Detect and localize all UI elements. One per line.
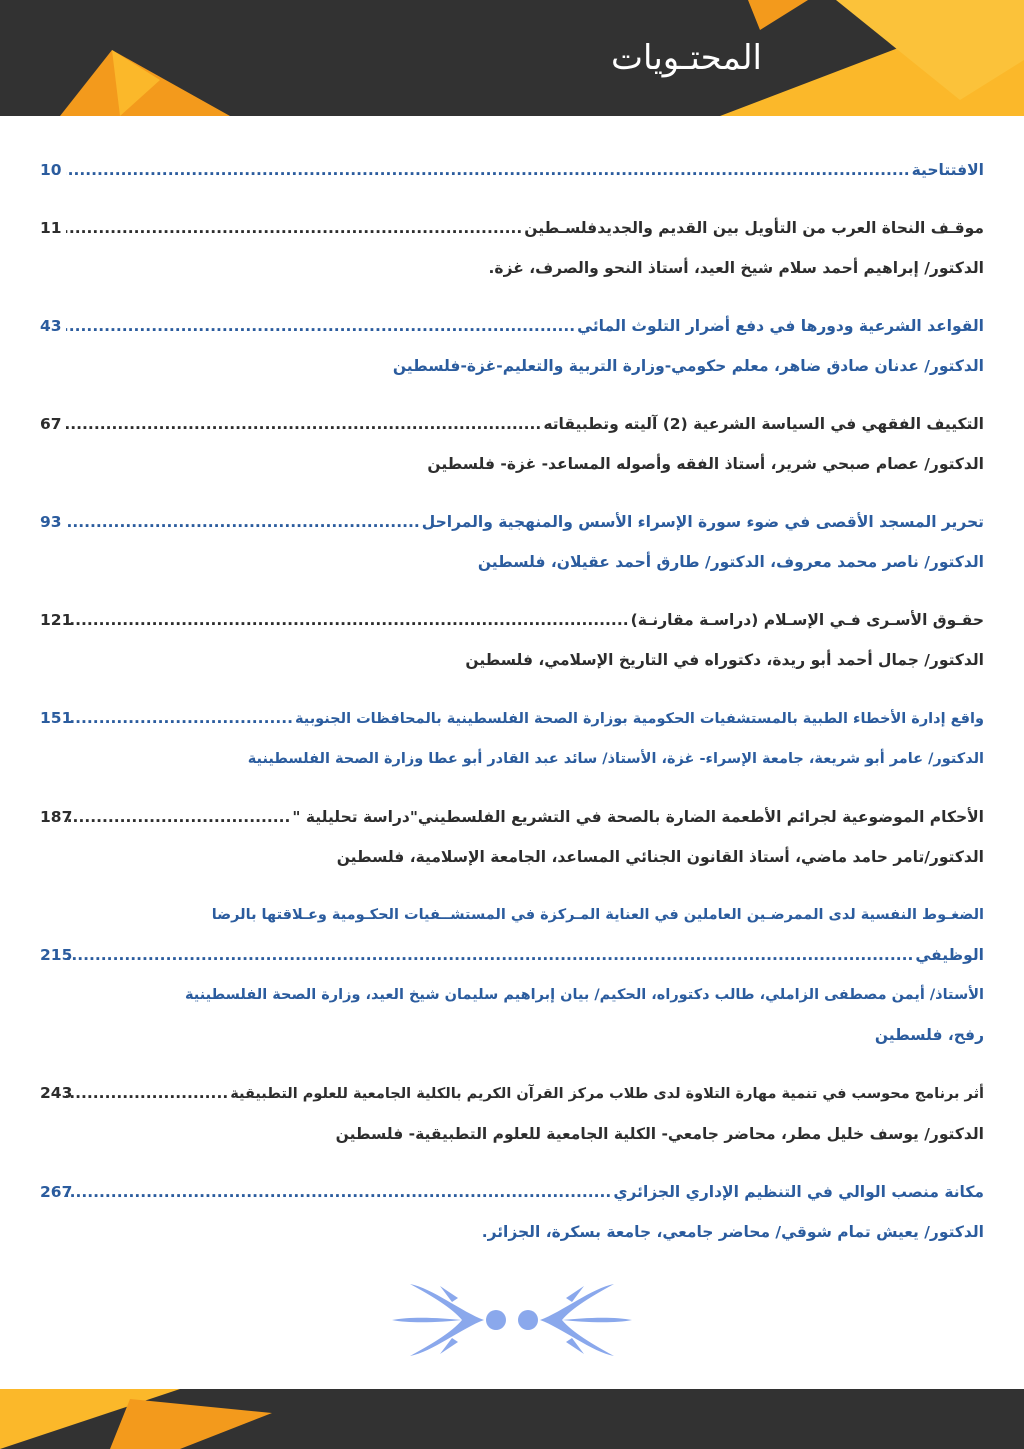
toc-page-number: 10 [40, 161, 62, 179]
leader-dots [66, 150, 910, 190]
toc-author: الدكتور/ عصام صبحي شرير، أستاذ الفقه وأصوله المساعد- غزة- فلسطين [427, 455, 984, 473]
toc-page-number: 187 [40, 808, 73, 826]
toc-title-line[interactable] [40, 600, 984, 640]
header-triangle-small [748, 0, 808, 30]
leader-dots [66, 1073, 228, 1113]
toc-entry-10 [40, 1073, 984, 1154]
leader-dots [66, 208, 522, 248]
toc-title-line[interactable] [40, 935, 984, 975]
toc-author: الدكتور/ عدنان صادق ضاهر، معلم حكومي-وزارة التربية والتعليم-غزة-فلسطين [392, 357, 984, 375]
leader-dots [66, 1172, 611, 1212]
toc-page-number: 215 [40, 946, 73, 964]
toc-page-number: 11 [40, 219, 62, 237]
toc-page-number: 151 [40, 709, 73, 727]
toc-title-line[interactable] [40, 150, 984, 190]
toc-title: تحرير المسجد الأقصى في ضوء سورة الإسراء الأسس والمنهجية والمراحل [421, 513, 984, 531]
toc-title-line[interactable] [40, 698, 984, 739]
toc-title-line[interactable] [40, 1073, 984, 1114]
toc-entry-6 [40, 600, 984, 680]
toc-entry-7 [40, 698, 984, 779]
toc-entry-1 [40, 150, 984, 190]
toc-title: الافتتاحية [911, 161, 984, 179]
toc-author: الأستاذ/ أيمن مصطفى الزاملي، طالب دكتوراه، الحكيم/ بيان إبراهيم سليمان شيخ العيد، وزارة الصحة الفلسطينية [185, 987, 984, 1003]
toc-entry-9 [40, 895, 984, 1055]
leader-dots [66, 600, 629, 640]
header-decoration [0, 0, 1024, 116]
toc-title: الوظيفي [915, 946, 984, 964]
decorative-ornament-icon [392, 1282, 632, 1366]
toc-title-line[interactable] [40, 797, 984, 837]
toc-page-number: 243 [40, 1084, 73, 1102]
leader-dots [66, 502, 420, 542]
toc-title: حقـوق الأسـرى فـي الإسـلام (دراسـة مقارنـة) [630, 611, 984, 629]
toc-title: موقـف النحاة العرب من التأويل بين القديم والجديدفلسـطين [524, 219, 984, 237]
toc-title-line[interactable] [40, 1172, 984, 1212]
toc-title: واقع إدارة الأخطاء الطبية بالمستشفيات الحكومية بوزارة الصحة الفلسطينية بالمحافظات الجنوبية [295, 711, 984, 727]
table-of-contents [40, 150, 984, 1270]
page-title: المحتـويات [610, 38, 762, 78]
header-banner [0, 0, 1024, 116]
toc-entry-4 [40, 404, 984, 484]
toc-title-line[interactable] [40, 502, 984, 542]
toc-title: الأحكام الموضوعية لجرائم الأطعمة الضارة بالصحة في التشريع الفلسطيني"دراسة تحليلية " [292, 808, 984, 826]
toc-title-line[interactable] [40, 306, 984, 346]
toc-entry-2 [40, 208, 984, 288]
toc-author: الدكتور/ عامر أبو شريعة، جامعة الإسراء- غزة، الأستاذ/ سائد عبد القادر أبو عطا وزارة الصحة الفلسطينية [247, 751, 984, 767]
toc-title: التكييف الفقهي في السياسة الشرعية (2) آليته وتطبيقاته [543, 415, 984, 433]
footer-decoration [0, 1389, 1024, 1449]
footer-triangle-left-inner [110, 1399, 272, 1449]
toc-entry-11 [40, 1172, 984, 1252]
toc-author: الدكتور/ إبراهيم أحمد سلام شيخ العيد، أستاذ النحو والصرف، غزة. [488, 259, 984, 277]
footer-banner [0, 1389, 1024, 1449]
toc-title: أثر برنامج محوسب في تنمية مهارة التلاوة لدى طلاب مركز القرآن الكريم بالكلية الجامعية للعلوم التطبيقية [230, 1086, 984, 1102]
toc-author: الدكتور/ ناصر محمد معروف، الدكتور/ طارق أحمد عقيلان، فلسطين [477, 553, 984, 571]
toc-page-number: 93 [40, 513, 62, 531]
toc-author: الدكتور/ جمال أحمد أبو ريدة، دكتوراه في التاريخ الإسلامي، فلسطين [465, 651, 984, 669]
leader-dots [66, 306, 575, 346]
toc-page-number: 121 [40, 611, 73, 629]
leader-dots [66, 698, 293, 738]
toc-title-line[interactable] [40, 208, 984, 248]
toc-title: القواعد الشرعية ودورها في دفع أضرار التلوث المائي [577, 317, 984, 335]
toc-author: الدكتور/تامر حامد ماضي، أستاذ القانون الجنائي المساعد، الجامعة الإسلامية، فلسطين [336, 848, 984, 866]
toc-entry-5 [40, 502, 984, 582]
toc-author: الدكتور/ يعيش تمام شوقي/ محاضر جامعي، جامعة بسكرة، الجزائر. [481, 1223, 984, 1241]
toc-page-number: 267 [40, 1183, 73, 1201]
toc-page-number: 67 [40, 415, 62, 433]
leader-dots [66, 404, 541, 444]
toc-title-first-line[interactable]: الضغـوط النفسية لدى الممرضـين العاملين في العناية المـركزة في المستشــفيات الحكـومية وعـلاقتها بالرضا [211, 907, 984, 923]
toc-author: الدكتور/ يوسف خليل مطر، محاضر جامعي- الكلية الجامعية للعلوم التطبيقية- فلسطين [335, 1125, 984, 1143]
leader-dots [66, 935, 913, 975]
toc-title-line[interactable] [40, 404, 984, 444]
toc-title: مكانة منصب الوالي في التنظيم الإداري الجزائري [613, 1183, 984, 1201]
toc-author-continued: رفح، فلسطين [874, 1026, 984, 1044]
toc-entry-3 [40, 306, 984, 386]
leader-dots [66, 797, 290, 837]
toc-page-number: 43 [40, 317, 62, 335]
toc-entry-8 [40, 797, 984, 877]
